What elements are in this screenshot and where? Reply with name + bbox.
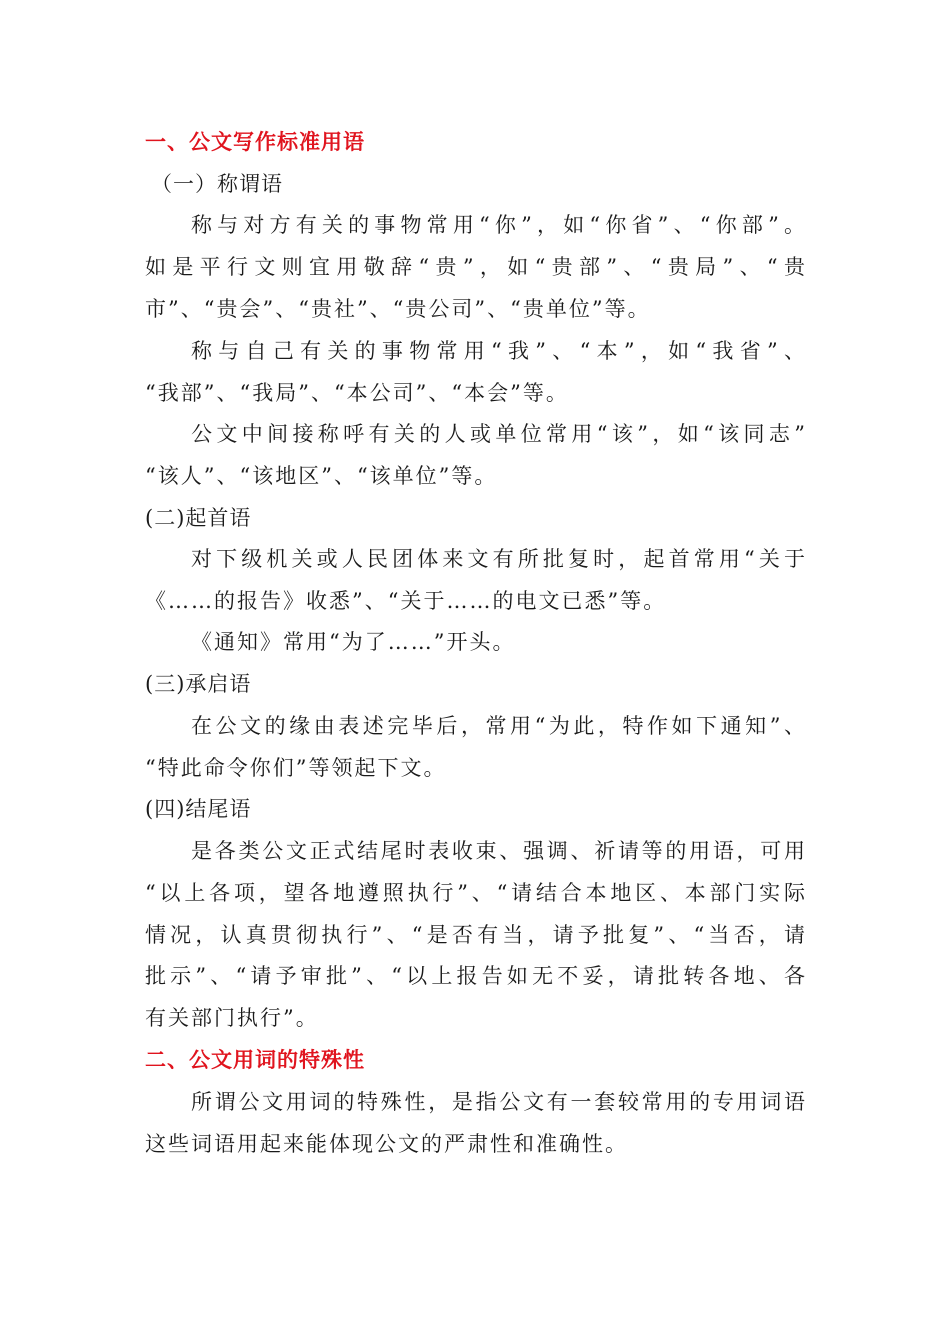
paragraph-line: 称与对方有关的事物常用“你”，如“你省”、“你部”。 [191,213,805,237]
subsection-4-title: (四)结尾语 [145,797,252,821]
subsection-1-title: （一）称谓语 [151,172,283,196]
paragraph-line: 批示”、“请予审批”、“以上报告如无不妥，请批转各地、各 [145,964,805,988]
paragraph-line: 有关部门执行”。 [145,1006,319,1030]
paragraph-line: 是各类公文正式结尾时表收束、强调、祈请等的用语，可用 [191,839,805,863]
paragraph-line: “以上各项，望各地遵照执行”、“请结合本地区、本部门实际 [145,881,805,905]
paragraph-line: 市”、“贵会”、“贵社”、“贵公司”、“贵单位”等。 [145,297,651,321]
paragraph-line: 对下级机关或人民团体来文有所批复时，起首常用“关于 [191,547,805,571]
paragraph-line: 称与自己有关的事物常用“我”、“本”，如“我省”、 [191,339,805,363]
paragraph-line: “我部”、“我局”、“本公司”、“本会”等。 [145,381,569,405]
paragraph-line: 情况，认真贯彻执行”、“是否有当，请予批复”、“当否，请 [145,923,805,947]
paragraph-line: 所谓公文用词的特殊性，是指公文有一套较常用的专用词语 [191,1090,805,1114]
paragraph-line: 公文中间接称呼有关的人或单位常用“该”，如“该同志” [191,422,805,446]
paragraph-line: “该人”、“该地区”、“该单位”等。 [145,464,498,488]
paragraph-line: 《……的报告》收悉”、“关于……的电文已悉”等。 [145,589,667,613]
section-2-title: 二、公文用词的特殊性 [145,1048,365,1072]
paragraph-line: 在公文的缘由表述完毕后，常用“为此，特作如下通知”、 [191,714,805,738]
paragraph-line: 这些词语用起来能体现公文的严肃性和准确性。 [145,1132,628,1156]
subsection-2-title: (二)起首语 [145,506,252,530]
paragraph-line: 《通知》常用“为了……”开头。 [191,630,516,654]
section-1-title: 一、公文写作标准用语 [145,130,365,154]
paragraph-line: “特此命令你们”等领起下文。 [145,756,447,780]
subsection-3-title: (三)承启语 [145,672,252,696]
paragraph-line: 如是平行文则宜用敬辞“贵”，如“贵部”、“贵局”、“贵 [145,255,805,279]
